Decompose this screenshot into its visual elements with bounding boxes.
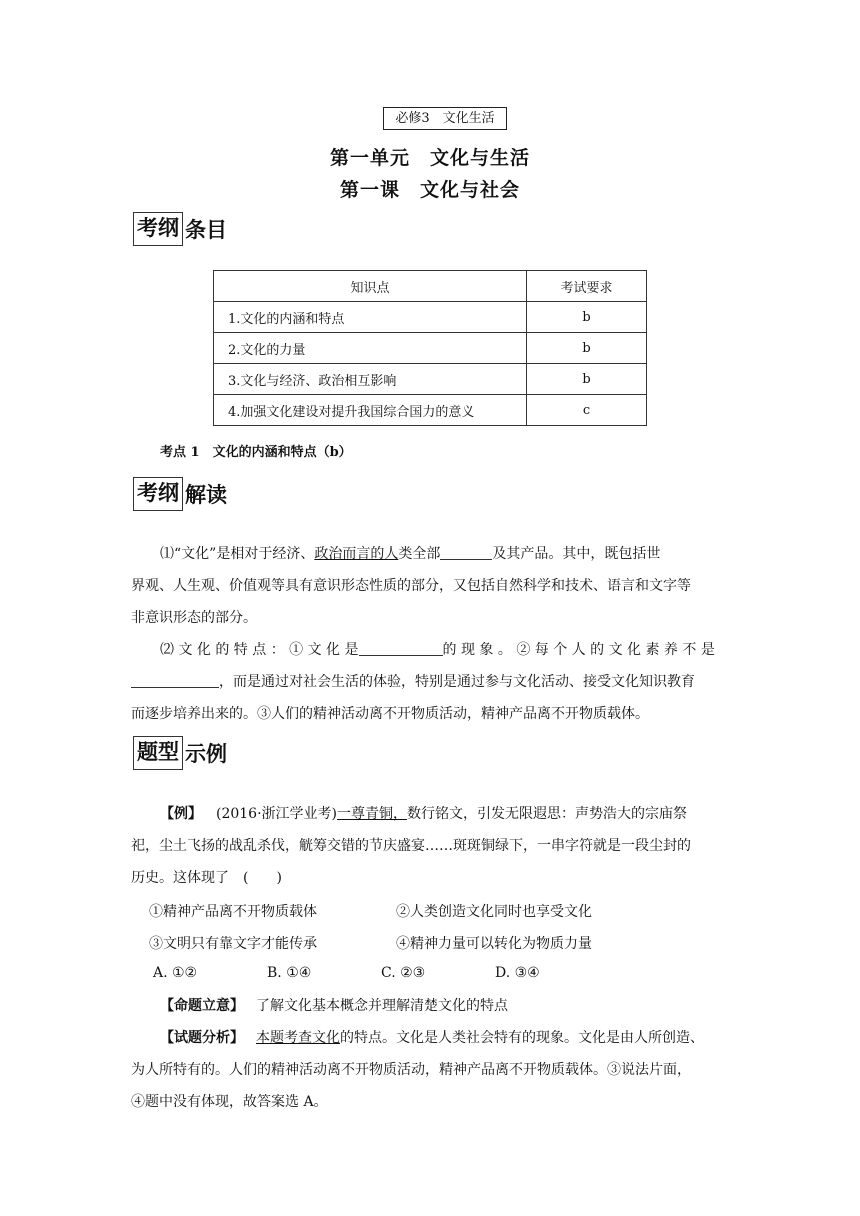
table-cell-req: b xyxy=(527,302,647,333)
section-interpret-rest: 解读 xyxy=(185,483,227,507)
example-stem-line1 xyxy=(160,798,687,830)
table-header-row xyxy=(214,271,647,302)
option-b: B. ①④ xyxy=(267,965,312,981)
table-cell-req: b xyxy=(527,364,647,395)
table-cell-point: 4.加强文化建设对提升我国综合国力的意义 xyxy=(214,395,527,426)
table-row xyxy=(214,333,647,364)
section-example-heading xyxy=(133,736,227,770)
unit-title: 第一单元 文化与生活 xyxy=(329,147,530,169)
fill-blank xyxy=(359,641,443,656)
p1-underlined: 政治而言的人 xyxy=(314,546,399,562)
analysis-text-a: 的特点。文化是人类社会特有的现象。文化是由人所创造、 xyxy=(340,1030,704,1046)
analysis-underlined: 本题考查文化 xyxy=(256,1030,340,1046)
p1-text-b: 类全部 xyxy=(398,546,441,562)
intent-line xyxy=(160,990,508,1022)
statement-1: ①精神产品离不开物质载体 xyxy=(149,904,317,920)
interpret-p1-line1 xyxy=(160,538,660,570)
statement-2: ②人类创造文化同时也享受文化 xyxy=(396,904,592,920)
option-c: C. ②③ xyxy=(381,965,426,981)
table-row xyxy=(214,395,647,426)
table-cell-point: 2.文化的力量 xyxy=(214,333,527,364)
section-outline-rest: 条目 xyxy=(185,218,227,242)
lesson-title: 第一课 文化与社会 xyxy=(339,179,520,201)
example-underlined: 一尊青铜， xyxy=(337,806,408,822)
analysis-line1 xyxy=(160,1022,704,1054)
p1-text-c: 及其产品。其中，既包括世 xyxy=(492,546,661,562)
module-tag: 必修3 文化生活 xyxy=(383,107,507,130)
p2-text-b: 的 现 象 。 ② 每 个 人 的 文 化 素 养 不 是 xyxy=(442,642,715,658)
table-row xyxy=(214,302,647,333)
example-stem-line3: 历史。这体现了 ( ) xyxy=(131,870,282,886)
section-example-box: 题型 xyxy=(133,736,183,770)
interpret-p1-line3: 非意识形态的部分。 xyxy=(131,610,257,626)
option-d: D. ③④ xyxy=(495,965,540,981)
kaodian-title: 考点 1 文化的内涵和特点（b） xyxy=(160,445,352,460)
example-source: (2016·浙江学业考) xyxy=(216,806,338,822)
section-outline-box: 考纲 xyxy=(133,212,183,246)
p2-text-c: ，而是通过对社会生活的体验，特别是通过参与文化活动、接受文化知识教育 xyxy=(219,674,695,690)
analysis-line2: 为人所特有的。人们的精神活动离不开物质活动，精神产品离不开物质载体。③说法片面， xyxy=(131,1062,691,1078)
table-row xyxy=(214,364,647,395)
analysis-label: 【试题分析】 xyxy=(160,1030,244,1046)
statement-4: ④精神力量可以转化为物质力量 xyxy=(396,936,592,952)
fill-blank xyxy=(440,545,492,560)
section-outline-heading xyxy=(133,212,227,246)
interpret-p2-line3: 而逐步培养出来的。③人们的精神活动离不开物质活动，精神产品离不开物质载体。 xyxy=(131,706,649,722)
interpret-p1-line2: 界观、人生观、价值观等具有意识形态性质的部分，又包括自然科学和技术、语言和文字等 xyxy=(131,578,691,594)
section-example-rest: 示例 xyxy=(185,742,227,766)
example-label: 【例】 xyxy=(160,806,202,822)
table-cell-point: 3.文化与经济、政治相互影响 xyxy=(214,364,527,395)
p1-text-a: ⑴“文化”是相对于经济、 xyxy=(160,546,315,562)
table-header-point: 知识点 xyxy=(214,271,527,302)
intent-label: 【命题立意】 xyxy=(160,998,244,1014)
fill-blank xyxy=(131,673,219,688)
intent-text: 了解文化基本概念并理解清楚文化的特点 xyxy=(256,998,508,1014)
table-cell-req: b xyxy=(527,333,647,364)
statement-3: ③文明只有靠文字才能传承 xyxy=(149,936,317,952)
requirements-table xyxy=(213,270,647,426)
interpret-p2-line1 xyxy=(160,634,715,666)
example-stem-line2: 祀，尘土飞扬的战乱杀伐，觥筹交错的节庆盛宴……斑斑铜绿下，一串字符就是一段尘封的 xyxy=(131,838,691,854)
table-cell-req: c xyxy=(527,395,647,426)
table-header-req: 考试要求 xyxy=(527,271,647,302)
section-interpret-heading xyxy=(133,477,227,511)
analysis-line3: ④题中没有体现，故答案选 A。 xyxy=(131,1094,328,1110)
section-interpret-box: 考纲 xyxy=(133,477,183,511)
p2-text-a: ⑵ 文 化 的 特 点 ： ① 文 化 是 xyxy=(160,642,359,658)
option-a: A. ①② xyxy=(153,965,198,981)
example-stem-text: 数行铭文，引发无限遐思：声势浩大的宗庙祭 xyxy=(407,806,688,822)
interpret-p2-line2 xyxy=(131,666,695,698)
table-cell-point: 1.文化的内涵和特点 xyxy=(214,302,527,333)
